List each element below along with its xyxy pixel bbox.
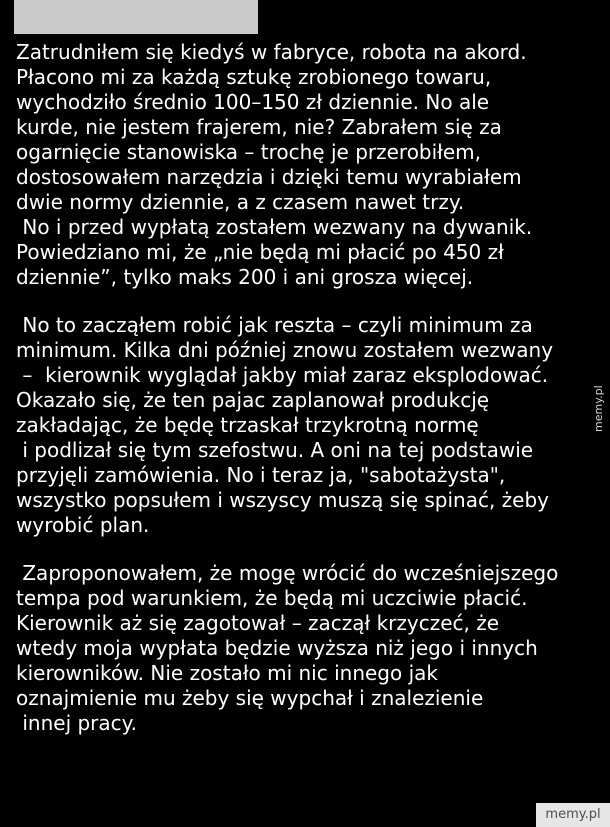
story-line: wyrobić plan.	[16, 513, 150, 537]
paragraph-spacer	[16, 538, 596, 561]
story-line: dostosowałem narzędzia i dzięki temu wyrabiałem	[16, 165, 522, 189]
story-line: Płacono mi za każdą sztukę zrobionego towaru,	[16, 65, 492, 89]
story-line: wszystko popsułem i wszyscy muszą się spinać, żeby	[16, 488, 549, 512]
story-line: No i przed wypłatą zostałem wezwany na dywanik.	[16, 215, 533, 239]
story-line: kierowników. Nie zostało mi nic innego jak	[16, 661, 438, 685]
story-line: wtedy moja wypłata będzie wyższa niż jego i innych	[16, 636, 538, 660]
story-line: dwie normy dziennie, a z czasem nawet trzy.	[16, 190, 465, 214]
story-line: tempa pod warunkiem, że będą mi uczciwie płacić.	[16, 586, 528, 610]
story-line: i podlizał się tym szefostwu. A oni na tej podstawie	[16, 438, 534, 462]
paragraph-spacer	[16, 290, 596, 313]
bottom-watermark-badge: memy.pl	[536, 803, 610, 827]
story-line: oznajmienie mu żeby się wypchał i znalezienie	[16, 686, 484, 710]
story-line: No to zacząłem robić jak reszta – czyli minimum za	[16, 313, 533, 337]
story-line: wychodziło średnio 100–150 zł dziennie. No ale	[16, 90, 490, 114]
story-line: innej pracy.	[16, 711, 137, 735]
story-line: – kierownik wyglądał jakby miał zaraz eksplodować.	[16, 363, 549, 387]
story-line: Kierownik aż się zagotował – zaczął krzyczeć, że	[16, 611, 500, 635]
story-line: Zatrudniłem się kiedyś w fabryce, robota na akord.	[16, 40, 527, 64]
story-line: Zaproponowałem, że mogę wrócić do wcześniejszego	[16, 561, 559, 585]
story-line: ogarnięcie stanowiska – trochę je przerobiłem,	[16, 140, 482, 164]
story-line: minimum. Kilka dni później znowu zostałem wezwany	[16, 338, 554, 362]
story-text	[16, 40, 596, 736]
redacted-header-block	[14, 0, 258, 34]
side-watermark: memy.pl	[592, 385, 605, 432]
story-line: kurde, nie jestem frajerem, nie? Zabrałem się za	[16, 115, 502, 139]
story-line: Powiedziano mi, że „nie będą mi płacić po 450 zł	[16, 240, 504, 264]
story-line: Okazało się, że ten pajac zaplanował produkcję	[16, 388, 490, 412]
story-line: zakładając, że będę trzaskał trzykrotną normę	[16, 413, 479, 437]
story-line: dziennie”, tylko maks 200 i ani grosza więcej.	[16, 265, 474, 289]
story-line: przyjęli zamówienia. No i teraz ja, "sabotażysta",	[16, 463, 506, 487]
